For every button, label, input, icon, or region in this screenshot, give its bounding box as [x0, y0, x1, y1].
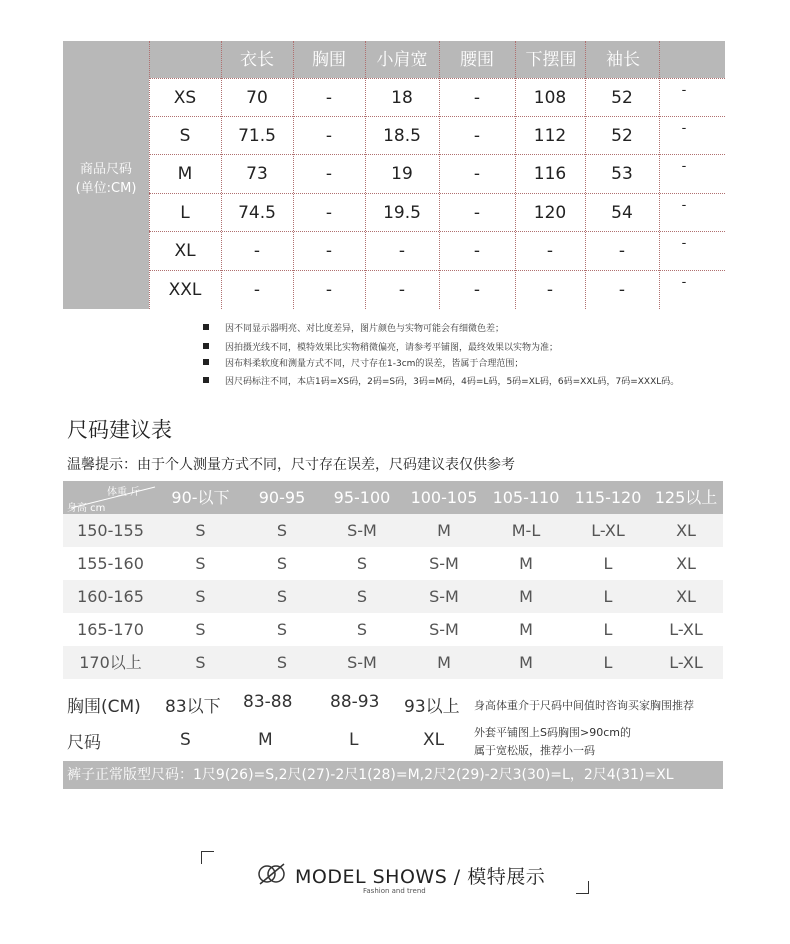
table-cell: S	[195, 620, 206, 639]
table-cell: 74.5	[238, 203, 276, 223]
height-label: 160-165	[77, 587, 144, 606]
corner-height-label: 身高 cm	[67, 503, 106, 514]
table-cell: L-XL	[669, 653, 703, 672]
note-item	[203, 356, 523, 369]
chest-note: 身高体重介于尺码中间值时咨询买家胸围推荐	[474, 699, 694, 712]
table-cell: -	[681, 83, 687, 98]
advice-row	[63, 547, 723, 580]
table-cell: M	[437, 653, 451, 672]
corner-bracket-top-left	[201, 851, 214, 864]
table-cell: S	[276, 653, 288, 672]
recommended-size: XL	[423, 730, 445, 750]
size-label: XXL	[168, 280, 202, 300]
table-cell: 116	[533, 164, 567, 184]
model-shows-title: MODEL SHOWS / 模特展示	[295, 866, 546, 888]
table-cell: S	[276, 620, 288, 639]
table-cell: S-M	[429, 554, 459, 573]
chest-value: 83-88	[243, 692, 293, 712]
table-cell: L	[603, 587, 613, 606]
side-label-line2: (单位:CM)	[75, 181, 137, 196]
table-cell: -	[473, 241, 481, 261]
table-cell: -	[681, 236, 687, 251]
size-table-side-label	[63, 41, 149, 309]
table-cell: 19.5	[383, 203, 421, 223]
table-cell: 108	[533, 88, 567, 108]
table-cell: S	[276, 587, 288, 606]
table-cell: L	[603, 554, 613, 573]
table-cell: S-M	[347, 521, 377, 540]
size-label: XL	[174, 241, 196, 261]
table-cell: -	[546, 241, 554, 261]
table-cell: M	[519, 653, 533, 672]
table-cell: -	[473, 126, 481, 146]
table-cell: S-M	[429, 620, 459, 639]
height-label: 170以上	[79, 653, 142, 672]
weight-header: 90-以下	[171, 488, 230, 507]
table-cell: S	[195, 653, 206, 672]
table-cell: 53	[611, 164, 633, 184]
table-cell: M	[519, 587, 533, 606]
note-item	[203, 321, 504, 334]
table-cell: -	[473, 280, 481, 300]
weight-header: 90-95	[258, 488, 306, 507]
table-cell: S-M	[347, 653, 377, 672]
advice-title: 尺码建议表	[67, 418, 172, 442]
table-cell: M	[437, 521, 451, 540]
table-cell: S	[276, 554, 288, 573]
header-hem: 下摆围	[525, 50, 577, 70]
table-cell: -	[618, 241, 626, 261]
size-label: S	[179, 126, 191, 146]
advice-row	[63, 580, 723, 613]
table-cell: XL	[676, 587, 696, 606]
table-cell: 18	[391, 88, 413, 108]
note-text: 因布料柔软度和测量方式不同，尺寸存在1-3cm的误差，皆属于合理范围；	[225, 359, 524, 369]
pants-size-note	[63, 761, 723, 789]
advice-table-header	[63, 481, 723, 514]
weight-header: 95-100	[333, 488, 391, 507]
chest-label: 胸围(CM)	[67, 697, 141, 717]
table-cell: 112	[533, 126, 567, 146]
size-note-line2: 属于宽松版，推荐小一码	[474, 744, 595, 757]
size-note-line1: 外套平铺图上S码胸围>90cm的	[474, 726, 631, 739]
note-item	[203, 374, 679, 387]
table-cell: -	[618, 280, 626, 300]
size-table-header	[149, 41, 725, 78]
side-label-line1: 商品尺码	[79, 162, 132, 177]
slashed-circle-icon	[256, 862, 288, 886]
table-cell: S-M	[429, 587, 459, 606]
advice-row	[63, 613, 723, 646]
table-cell: S	[195, 521, 206, 540]
table-cell: S	[356, 587, 368, 606]
header-length: 衣长	[240, 50, 274, 70]
recommended-size: M	[258, 730, 273, 750]
advice-table	[63, 481, 723, 680]
weight-header: 105-110	[492, 488, 560, 507]
corner-bracket-bottom-right	[576, 881, 589, 894]
table-cell: 73	[246, 164, 268, 184]
table-cell: M	[519, 554, 533, 573]
table-cell: L-XL	[591, 521, 625, 540]
table-cell: -	[473, 203, 481, 223]
note-item	[203, 340, 558, 353]
size-label: XS	[173, 88, 197, 108]
table-cell: 70	[246, 88, 268, 108]
table-cell: 52	[611, 88, 633, 108]
table-cell: -	[681, 121, 687, 136]
table-cell: XL	[676, 554, 696, 573]
table-cell: -	[253, 241, 261, 261]
table-cell: -	[325, 203, 333, 223]
table-cell: -	[325, 164, 333, 184]
table-cell: -	[398, 280, 406, 300]
chest-value: 88-93	[330, 692, 380, 712]
table-cell: -	[473, 164, 481, 184]
table-cell: -	[681, 198, 687, 213]
recommended-size: L	[349, 730, 359, 750]
table-cell: -	[325, 280, 333, 300]
table-cell: L-XL	[669, 620, 703, 639]
bullet-icon	[203, 359, 209, 365]
size-label: L	[180, 203, 190, 223]
height-label: 155-160	[77, 554, 144, 573]
table-cell: 19	[391, 164, 413, 184]
chest-value: 93以上	[404, 697, 460, 717]
size-label: 尺码	[67, 733, 101, 753]
header-chest: 胸围	[312, 50, 346, 70]
bullet-icon	[203, 324, 209, 330]
weight-header: 115-120	[574, 488, 642, 507]
recommended-size: S	[180, 730, 191, 750]
model-shows-subtitle: Fashion and trend	[363, 887, 426, 895]
table-cell: -	[325, 126, 333, 146]
weight-header: 100-105	[410, 488, 478, 507]
size-table	[63, 41, 725, 309]
table-cell: S	[276, 521, 288, 540]
weight-header: 125以上	[654, 488, 718, 507]
table-cell: S	[195, 554, 206, 573]
table-cell: S	[356, 554, 368, 573]
table-cell: 52	[611, 126, 633, 146]
header-sleeve: 袖长	[606, 50, 640, 70]
table-cell: XL	[676, 521, 696, 540]
advice-tip: 温馨提示：由于个人测量方式不同，尺寸存在误差，尺码建议表仅供参考	[67, 457, 515, 473]
size-label: M	[177, 164, 193, 184]
height-label: 165-170	[77, 620, 144, 639]
corner-weight-label: 体重 斤	[107, 487, 141, 498]
table-cell: 71.5	[238, 126, 276, 146]
advice-row	[63, 646, 723, 679]
chest-value: 83以下	[165, 697, 221, 717]
header-shoulder: 小肩宽	[376, 50, 428, 70]
height-label: 150-155	[77, 521, 144, 540]
note-text: 因不同显示器明亮、对比度差异，图片颜色与实物可能会有细微色差；	[225, 324, 505, 334]
pants-note-text: 裤子正常版型尺码：1尺9(26)=S,2尺(27)-2尺1(28)=M,2尺2(29)-2尺3(30)=L，2尺4(31)=XL	[67, 767, 674, 783]
table-cell: -	[473, 88, 481, 108]
table-cell: 120	[533, 203, 567, 223]
table-cell: -	[398, 241, 406, 261]
table-cell: -	[325, 88, 333, 108]
table-cell: L	[603, 620, 613, 639]
table-cell: -	[681, 159, 687, 174]
note-text: 因拍摄光线不同，模特效果比实物稍微偏亮，请参考平铺图，最终效果以实物为准；	[225, 343, 559, 353]
table-cell: S	[356, 620, 368, 639]
table-cell: M	[519, 620, 533, 639]
table-cell: -	[546, 280, 554, 300]
table-cell: 18.5	[383, 126, 421, 146]
table-cell: -	[253, 280, 261, 300]
table-cell: 54	[611, 203, 633, 223]
advice-row	[63, 514, 723, 547]
bullet-icon	[203, 377, 209, 383]
table-cell: M-L	[511, 521, 541, 540]
table-cell: S	[195, 587, 206, 606]
table-cell: -	[325, 241, 333, 261]
table-cell: L	[603, 653, 613, 672]
table-cell: -	[681, 275, 687, 290]
header-waist: 腰围	[460, 50, 494, 70]
note-text: 因尺码标注不同，本店1码=XS码，2码=S码，3码=M码，4码=L码，5码=XL码，6码=XXL码，7码=XXXL码。	[225, 377, 680, 387]
bullet-icon	[203, 343, 209, 349]
